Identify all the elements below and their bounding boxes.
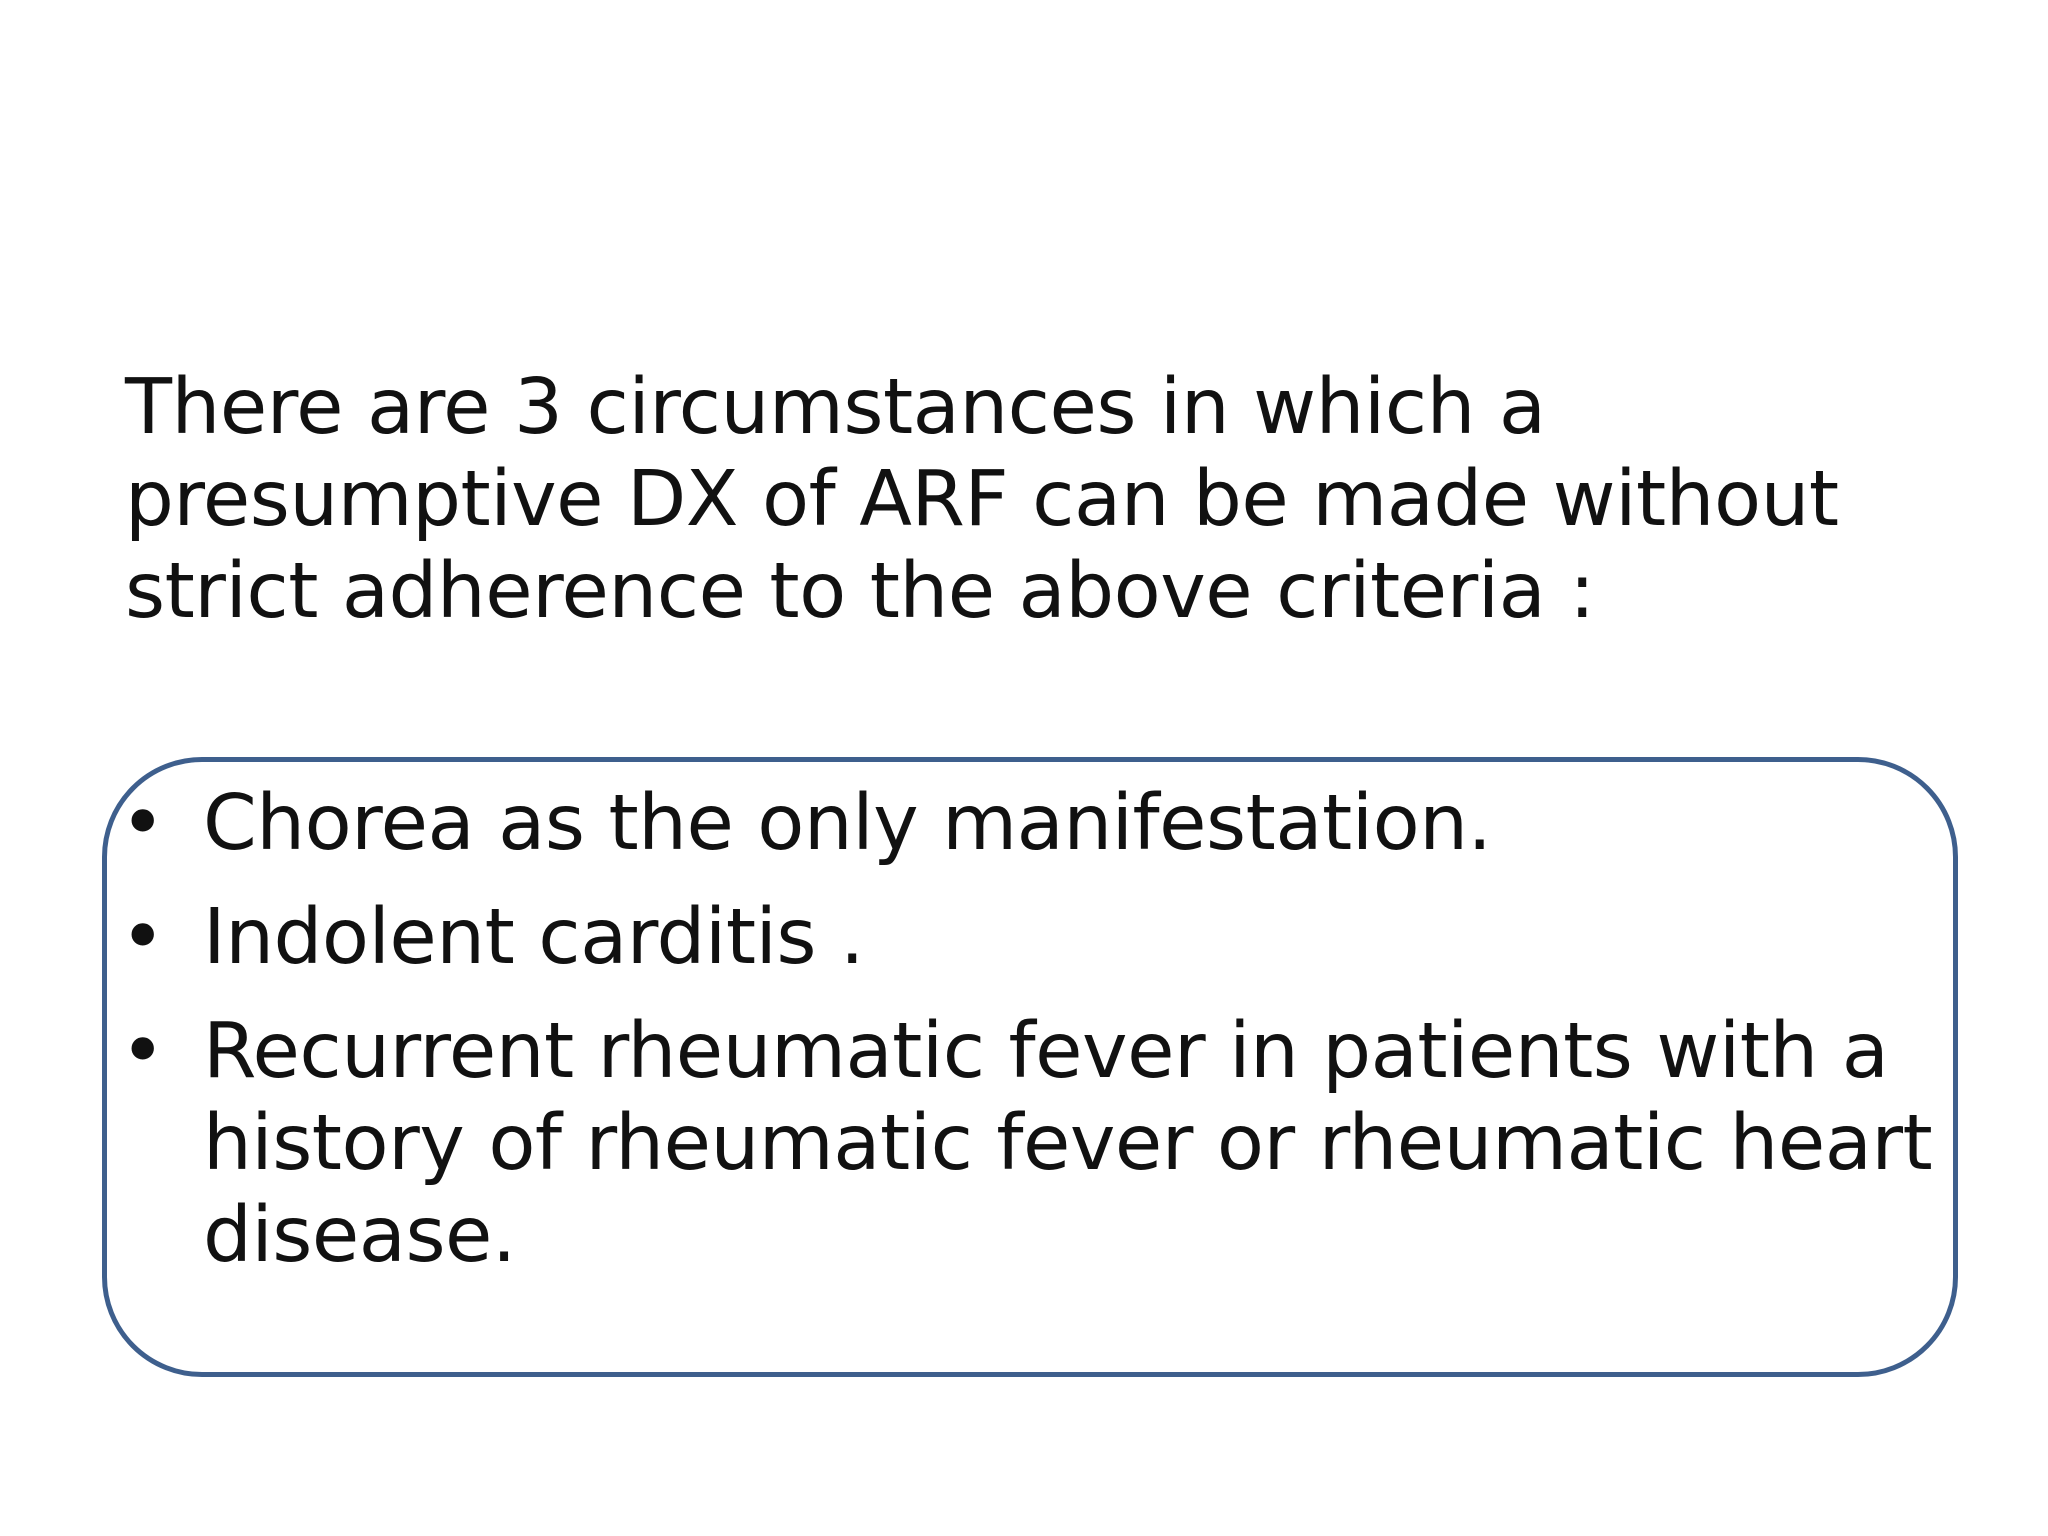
list-item-text: Recurrent rheumatic fever in patients with a history of rheumatic fever or rheumatic heart disease. (203, 1007, 1933, 1280)
list-item-indolent-carditis (120, 892, 1940, 984)
bullet-icon: • (120, 779, 165, 868)
list-item-recurrent-fever (120, 1006, 1940, 1282)
criteria-list (120, 778, 1940, 1304)
list-item-text: Chorea as the only manifestation. (203, 779, 1492, 868)
bullet-icon: • (120, 893, 165, 982)
intro-text: There are 3 circumstances in which a presumptive DX of ARF can be made without strict adherence to the above criteria : (125, 363, 1839, 636)
list-item-chorea (120, 778, 1940, 870)
bullet-icon: • (120, 1007, 165, 1096)
list-item-text: Indolent carditis . (203, 893, 864, 982)
